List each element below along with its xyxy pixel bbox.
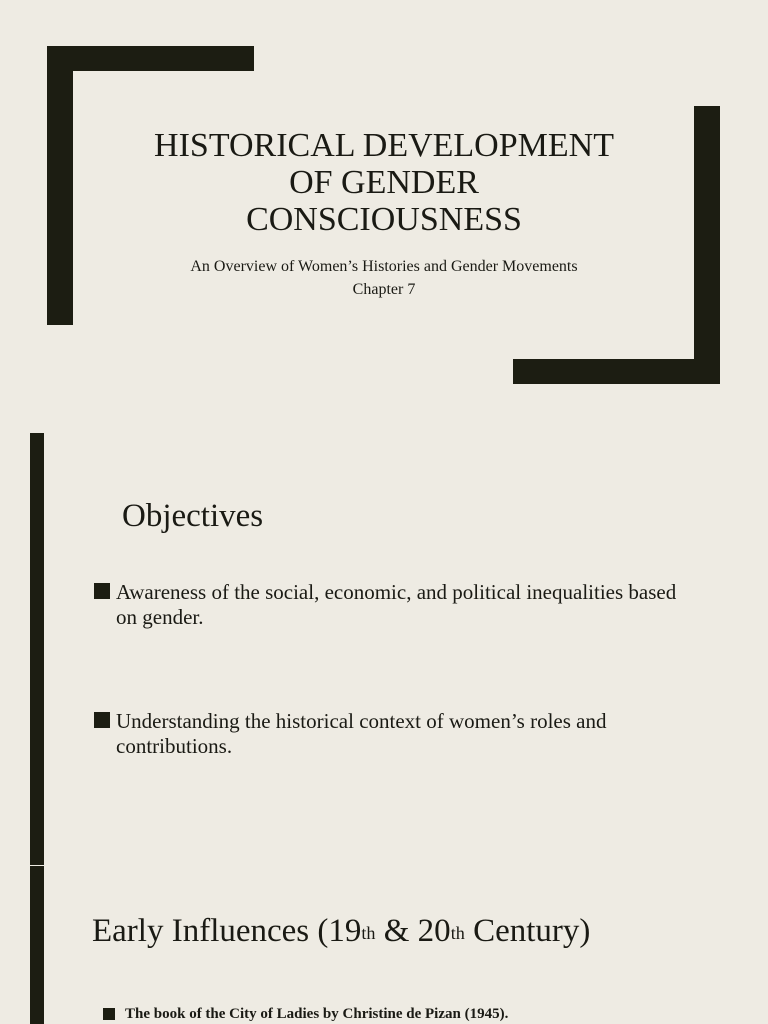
square-bullet-icon xyxy=(103,1008,115,1020)
early-influences-slide xyxy=(0,866,768,1024)
frame-top-left-vertical xyxy=(47,46,73,325)
title-slide xyxy=(0,0,768,432)
frame-top-left-horizontal xyxy=(47,46,254,71)
slide-heading xyxy=(92,911,590,951)
square-bullet-icon xyxy=(94,712,110,728)
frame-bottom-right-horizontal xyxy=(513,359,720,384)
left-accent-bar xyxy=(30,433,44,865)
slide-subtitle xyxy=(120,255,648,301)
square-bullet-icon xyxy=(94,583,110,599)
heading-text: Early Influences (19 xyxy=(92,913,362,949)
list-item xyxy=(94,709,694,759)
heading-text: & 20 xyxy=(375,913,451,949)
bullet-text: Understanding the historical context of women’s roles and contributions. xyxy=(116,709,607,758)
list-item xyxy=(94,580,694,630)
chapter-label: Chapter 7 xyxy=(352,281,416,298)
ordinal-suffix: th xyxy=(361,923,376,943)
list-item xyxy=(103,1004,703,1024)
bullet-text: The book of the City of Ladies by Christine de Pizan (1945). xyxy=(125,1006,509,1022)
slide-title: HISTORICAL DEVELOPMENT OF GENDER CONSCIOUSNESS xyxy=(154,127,614,238)
subtitle-line: An Overview of Women’s Histories and Gender Movements xyxy=(190,258,578,275)
objectives-slide xyxy=(0,433,768,865)
bullet-text: Awareness of the social, economic, and political inequalities based on gender. xyxy=(116,580,677,629)
slide-heading: Objectives xyxy=(122,498,264,534)
ordinal-suffix: th xyxy=(450,923,465,943)
heading-text: Century) xyxy=(464,913,591,949)
frame-bottom-right-vertical xyxy=(694,106,720,384)
left-accent-bar xyxy=(30,866,44,1024)
